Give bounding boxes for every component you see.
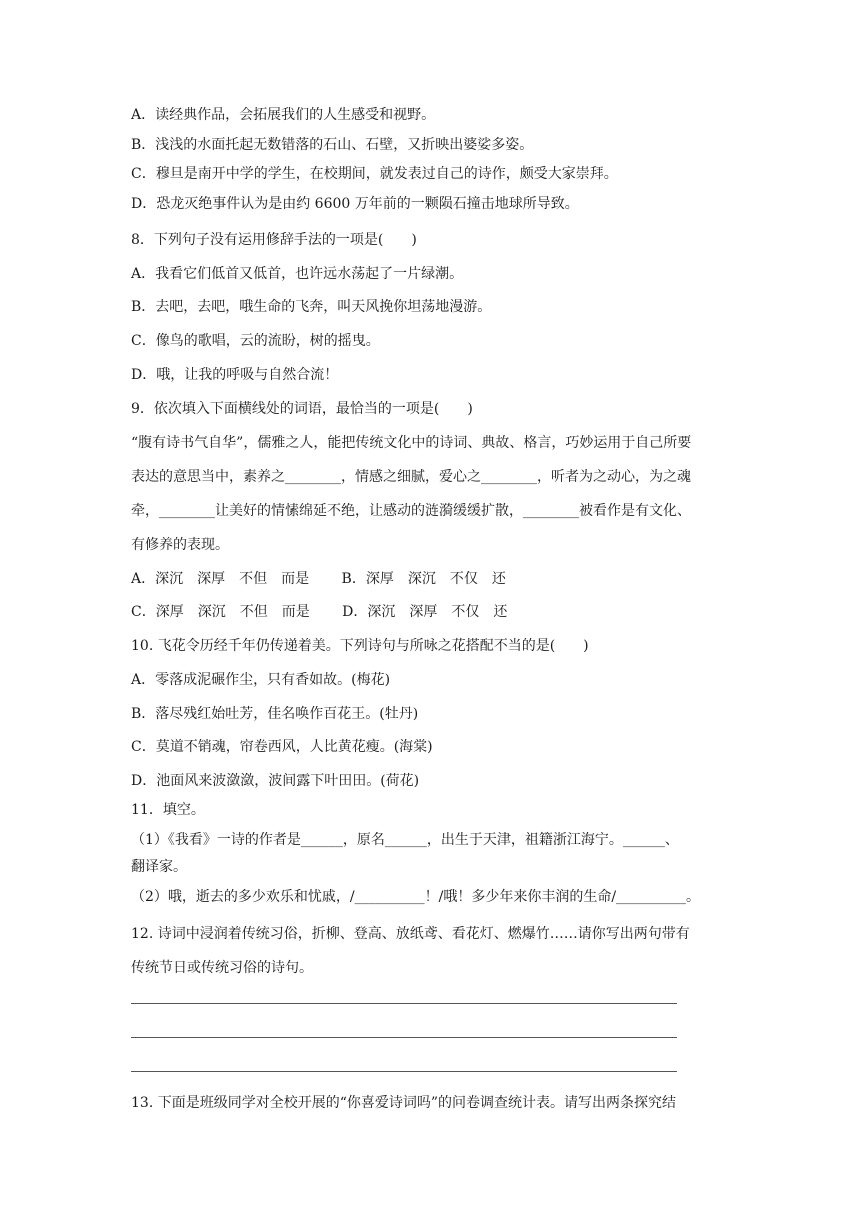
q7-option-d: D．恐龙灭绝事件认为是由约 6600 万年前的一颗陨石撞击地球所导致。 xyxy=(131,196,579,212)
q12-answer-line-1[interactable] xyxy=(131,1003,677,1004)
q11-line-2: 翻译家。 xyxy=(131,859,187,875)
q10-option-c: C．莫道不销魂，帘卷西风，人比黄花瘦。(海棠) xyxy=(131,739,433,755)
q8-stem: 8．下列句子没有运用修辞手法的一项是( ) xyxy=(131,232,417,248)
q7-option-b: B．浅浅的水面托起无数错落的石山、石壁，又折映出婆娑多姿。 xyxy=(131,137,534,153)
q9-passage-line-3: 牵，________让美好的情愫绵延不绝，让感动的涟漪缓缓扩散，________被看作是有文化、 xyxy=(131,503,691,519)
q9-passage-line-4: 有修养的表现。 xyxy=(131,537,229,553)
q11-line-1: （1）《我看》一诗的作者是______，原名______，出生于天津，祖籍浙江海宁。______、 xyxy=(131,832,679,848)
q9-options-ab: A．深沉 深厚 不但 而是 B．深厚 深沉 不仅 还 xyxy=(131,571,506,587)
q12-answer-line-2[interactable] xyxy=(131,1037,677,1038)
q9-passage-line-2: 表达的意思当中，素养之________，情感之细腻，爱心之________，听者为之动心，为之魂 xyxy=(131,469,691,485)
q7-option-c: C．穆旦是南开中学的学生，在校期间，就发表过自己的诗作，颇受大家崇拜。 xyxy=(131,166,618,182)
q12-line-1: 12. 诗词中浸润着传统习俗，折柳、登高、放纸鸢、看花灯、燃爆竹……请你写出两句带有 xyxy=(131,926,690,942)
q8-option-b: B．去吧，去吧，哦生命的飞奔，叫天风挽你坦荡地漫游。 xyxy=(131,299,492,315)
q7-option-a: A．读经典作品，会拓展我们的人生感受和视野。 xyxy=(131,107,436,123)
q10-option-b: B．落尽残红始吐芳，佳名唤作百花王。(牡丹) xyxy=(131,706,419,722)
q9-passage-line-1: “腹有诗书气自华”，儒雅之人，能把传统文化中的诗词、典故、格言，巧妙运用于自己所要 xyxy=(131,435,692,451)
q9-options-cd: C．深厚 深沉 不但 而是 D．深沉 深厚 不仅 还 xyxy=(131,604,508,620)
q8-option-c: C．像鸟的歌唱，云的流盼，树的摇曳。 xyxy=(131,333,380,349)
q10-option-a: A．零落成泥碾作尘，只有香如故。(梅花) xyxy=(131,672,391,688)
q8-option-a: A．我看它们低首又低首，也许远水荡起了一片绿潮。 xyxy=(131,266,464,282)
q11-stem: 11．填空。 xyxy=(131,802,205,818)
q8-option-d: D．哦，让我的呼吸与自然合流！ xyxy=(131,367,339,383)
q11-line-3: （2）哦，逝去的多少欢乐和忧戚，/__________！/哦！多少年来你丰润的生命/__________。 xyxy=(131,889,701,905)
q10-option-d: D．池面风来波潋潋，波间露下叶田田。(荷花) xyxy=(131,773,420,789)
q9-stem: 9．依次填入下面横线处的词语，最恰当的一项是( ) xyxy=(131,401,473,417)
q10-stem: 10. 飞花令历经千年仍传递着美。下列诗句与所咏之花搭配不当的是( ) xyxy=(131,638,589,654)
q12-answer-line-3[interactable] xyxy=(131,1071,677,1072)
q12-line-2: 传统节日或传统习俗的诗句。 xyxy=(131,960,313,976)
q13-line-1: 13. 下面是班级同学对全校开展的“你喜爱诗词吗”的问卷调查统计表。请写出两条探究结 xyxy=(131,1095,677,1111)
